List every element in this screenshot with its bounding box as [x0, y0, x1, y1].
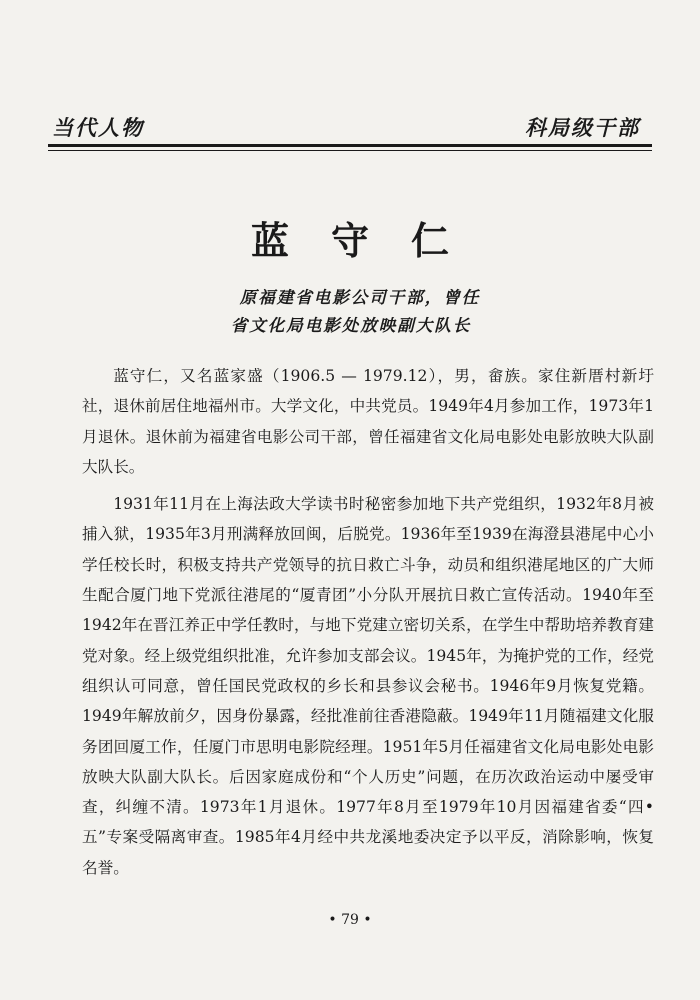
paragraph-1: 蓝守仁，又名蓝家盛（1906.5 — 1979.12），男，畲族。家住新厝村新圩社，退休前居住地福州市。大学文化，中共党员。1949年4月参加工作，1973年1月退休。退休前为福建省电影公司干部，曾任福建省文化局电影处电影放映大队副大队长。	[82, 367, 654, 476]
subtitle-line-1: 原福建省电影公司干部，曾任	[239, 288, 481, 307]
header-rule-thin	[48, 150, 652, 151]
biography-body	[82, 361, 654, 890]
subtitle-line-2: 省文化局电影处放映副大队长	[230, 316, 472, 335]
page-number: • 79 •	[328, 912, 372, 928]
page-title: 蓝守仁	[250, 218, 491, 263]
paragraph-2: 1931年11月在上海法政大学读书时秘密参加地下共产党组织，1932年8月被捕入狱，1935年3月刑满释放回闽，后脱党。1936年至1939在海澄县港尾中心小学任校长时，积极支持共产党领导的抗日救亡斗争，动员和组织港尾地区的广大师生配合厦门地下党派往港尾的“厦青团”小分队开展抗日救亡宣传活动。1940年至1942年在晋江养正中学任教时，与地下党建立密切关系，在学生中帮助培养教育建党对象。经上级党组织批准，允许参加支部会议。1945年，为掩护党的工作，经党组织认可同意，曾任国民党政权的乡长和县参议会秘书。1946年9月恢复党籍。1949年解放前夕，因身份暴露，经批准前往香港隐蔽。1949年11月随福建文化服务团回厦工作，任厦门市思明电影院经理。1951年5月任福建省文化局电影处电影放映大队副大队长。后因家庭成份和“个人历史”问题，在历次政治运动中屡受审查，纠缠不清。1973年1月退休。1977年8月至1979年10月因福建省委“四•五”专案受隔离审查。1985年4月经中共龙溪地委决定予以平反，消除影响，恢复名誉。	[82, 495, 654, 877]
header-rule-thick	[48, 144, 652, 147]
running-header-category: 科局级干部	[525, 115, 640, 140]
running-header-section: 当代人物	[52, 115, 144, 140]
